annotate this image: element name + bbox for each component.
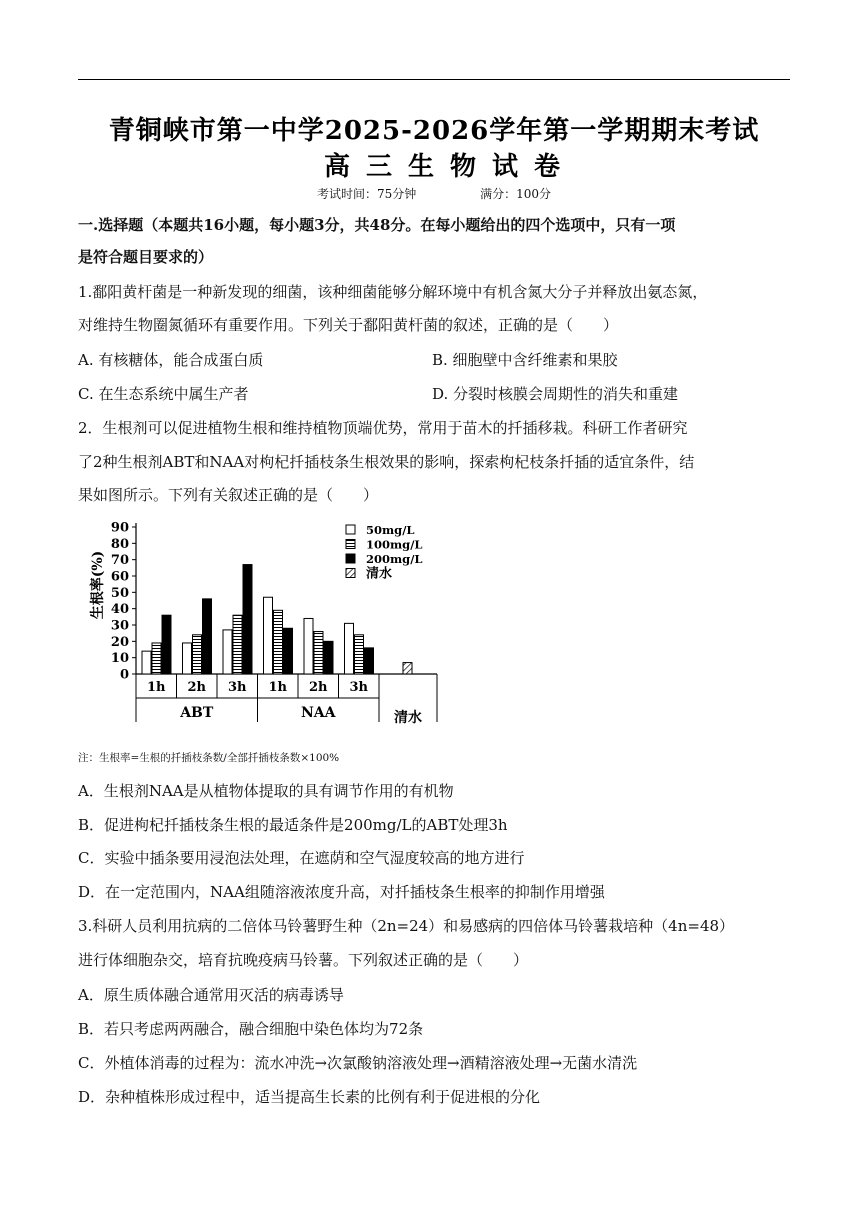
bar — [162, 615, 171, 674]
legend-swatch — [346, 525, 355, 534]
y-tick-label: 0 — [119, 667, 129, 683]
rooting-rate-chart — [78, 515, 458, 730]
q3-stem-line1: 3.科研人员利用抗病的二倍体马铃薯野生种（2n=24）和易感病的四倍体马铃薯栽培种（4n=48） — [78, 917, 735, 935]
q1-option-a: A. 有核糖体，能合成蛋白质 — [78, 351, 264, 369]
bar — [183, 643, 192, 674]
y-tick-label: 30 — [110, 618, 129, 634]
q1-option-c: C. 在生态系统中属生产者 — [78, 385, 249, 403]
group-label: ABT — [180, 705, 214, 721]
bar — [284, 628, 293, 674]
y-tick-label: 80 — [110, 536, 129, 552]
group-label: NAA — [300, 705, 336, 721]
y-tick-label: 60 — [110, 569, 129, 585]
q1-options-row2 — [78, 384, 790, 404]
exam-time: 考试时间：75分钟 — [316, 187, 417, 201]
y-tick-label: 50 — [110, 585, 129, 601]
y-tick-label: 70 — [110, 553, 129, 569]
bar — [152, 643, 161, 674]
q2-stem-line3: 果如图所示。下列有关叙述正确的是（ ） — [78, 486, 379, 504]
y-tick-label: 10 — [110, 651, 129, 667]
bar — [403, 663, 412, 674]
group-label: 清水 — [394, 710, 422, 726]
q2-option-d: D．在一定范围内，NAA组随溶液浓度升高，对扦插枝条生根率的抑制作用增强 — [78, 883, 605, 901]
exam-score: 满分：100分 — [480, 187, 551, 201]
legend-swatch — [346, 540, 355, 549]
x-tick-label: 3h — [228, 680, 247, 695]
q3-option-b: B．若只考虑两两融合，融合细胞中染色体均为72条 — [78, 1020, 424, 1038]
x-tick-label: 1h — [147, 680, 166, 695]
x-tick-label: 2h — [187, 680, 206, 695]
bar — [355, 635, 364, 674]
bar — [233, 615, 242, 674]
bar — [223, 630, 232, 674]
exam-meta — [0, 185, 868, 202]
q2-option-b: B．促进枸杞扦插枝条生根的最适条件是200mg/L的ABT处理3h — [78, 816, 508, 834]
bar — [345, 623, 354, 674]
chart-note: 注：生根率=生根的扦插枝条数/全部扦插枝条数×100% — [78, 752, 340, 764]
legend-label: 100mg/L — [366, 537, 423, 552]
bar — [324, 641, 333, 674]
x-tick-label: 1h — [268, 680, 287, 695]
q2-stem-line2: 了2种生根剂ABT和NAA对枸杞扦插枝条生根效果的影响，探索枸杞枝条扦插的适宜条件，结 — [78, 453, 695, 471]
bar — [264, 597, 273, 674]
bar — [304, 618, 313, 674]
bar — [243, 565, 252, 674]
legend-swatch — [346, 569, 355, 578]
q2-option-c: C．实验中插条要用浸泡法处理，在遮荫和空气湿度较高的地方进行 — [78, 849, 525, 867]
bar — [203, 599, 212, 674]
y-axis-label: 生根率(%) — [90, 550, 106, 620]
q1-stem-line1: 1.鄱阳黄杆菌是一种新发现的细菌，该种细菌能够分解环境中有机含氮大分子并释放出氨态氮， — [78, 283, 708, 301]
q3-option-c: C．外植体消毒的过程为：流水冲洗→次氯酸钠溶液处理→酒精溶液处理→无菌水清洗 — [78, 1054, 638, 1072]
q1-options-row1 — [78, 350, 790, 370]
section-heading-line2: 是符合题目要求的） — [78, 248, 214, 266]
x-tick-label: 2h — [309, 680, 328, 695]
bar — [314, 632, 323, 674]
legend-label: 200mg/L — [366, 552, 423, 566]
q1-option-d: D. 分裂时核膜会周期性的消失和重建 — [432, 385, 679, 403]
q1-option-b: B. 细胞壁中含纤维素和果胶 — [432, 351, 618, 369]
q2-option-a: A．生根剂NAA是从植物体提取的具有调节作用的有机物 — [78, 782, 454, 800]
exam-title: 青铜峡市第一中学2025-2026学年第一学期期末考试 — [108, 116, 760, 146]
bar — [365, 648, 374, 674]
bar — [142, 651, 151, 674]
q1-stem-line2: 对维持生物圈氮循环有重要作用。下列关于鄱阳黄杆菌的叙述，正确的是（ ） — [78, 316, 619, 334]
legend-swatch — [346, 554, 355, 563]
y-tick-label: 40 — [110, 602, 129, 618]
top-rule — [78, 79, 790, 80]
x-tick-label: 3h — [349, 680, 368, 695]
q3-option-d: D．杂种植株形成过程中，适当提高生长素的比例有利于促进根的分化 — [78, 1088, 541, 1106]
q3-stem-line2: 进行体细胞杂交，培育抗晚疫病马铃薯。下列叙述正确的是（ ） — [78, 951, 529, 969]
bar — [274, 610, 283, 674]
y-tick-label: 90 — [110, 520, 129, 536]
legend-label: 50mg/L — [366, 523, 415, 537]
bar — [193, 635, 202, 674]
section-heading-line1: 一.选择题（本题共16小题，每小题3分，共48分。在每小题给出的四个选项中，只有一项 — [78, 216, 676, 234]
y-tick-label: 20 — [110, 634, 129, 650]
q2-stem-line1: 2．生根剂可以促进植物生根和维持植物顶端优势，常用于苗木的扦插移栽。科研工作者研究 — [78, 419, 688, 437]
q3-option-a: A．原生质体融合通常用灭活的病毒诱导 — [78, 986, 344, 1004]
legend-label: 清水 — [366, 566, 393, 582]
exam-subtitle: 高三生物试卷 — [323, 152, 576, 182]
